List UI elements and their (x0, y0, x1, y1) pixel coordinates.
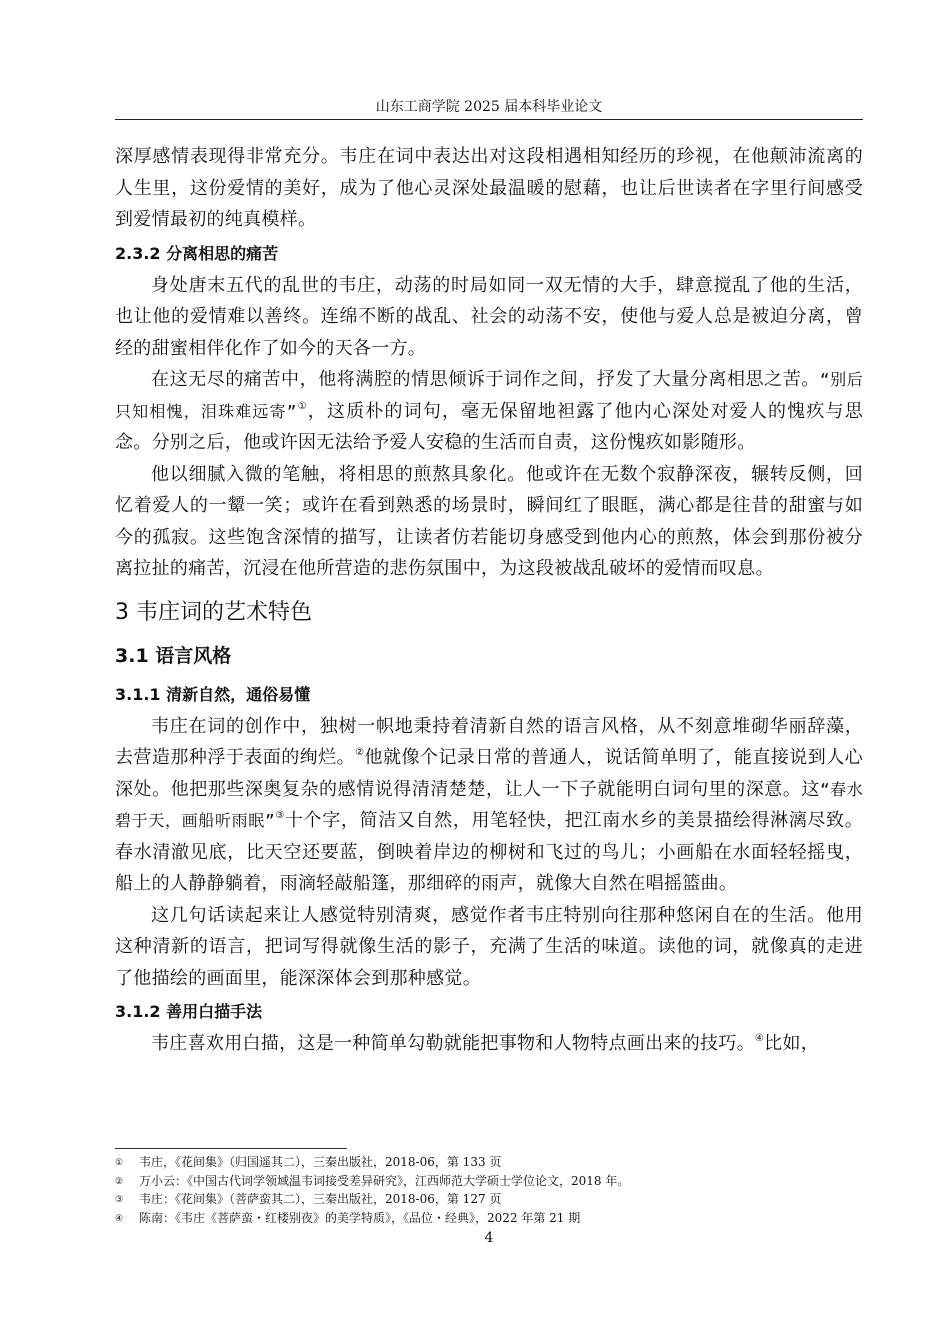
footnote-ref[interactable]: ③ (274, 810, 285, 821)
chapter-heading-3: 3 韦庄词的艺术特色 (115, 599, 312, 625)
footnote-text: 万小云：《中国古代词学领域温韦词接受差异研究》，江西师范大学硕士学位论文，2018 年。 (139, 1173, 630, 1188)
footnote-mark: ① (115, 1158, 124, 1168)
footnote-ref[interactable]: ① (296, 400, 308, 412)
paragraph-continued: 深厚感情表现得非常充分。韦庄在词中表达出对这段相遇相知经历的珍视，在他颠沛流离的人生里，这份爱情的美好，成为了他心灵深处最温暖的慰藉，也让后世读者在字里行间感受到爱情最初的纯真模样。 (115, 146, 863, 230)
paragraph: 身处唐末五代的乱世的韦庄，动荡的时局如同一双无情的大手，肆意搅乱了他的生活，也让他的爱情难以善终。连绵不断的战乱、社会的动荡不安，使他与爱人总是被迫分离，曾经的甜蜜相伴化作了如今的天各一方。 (115, 274, 863, 359)
paragraph-text: 韦庄喜欢用白描，这是一种简单勾勒就能把事物和人物特点画出来的技巧。 (151, 1033, 755, 1054)
poem-quote: “春水碧于天，画船听雨眠” (115, 779, 863, 830)
subsection-heading-3-1-1: 3.1.1 清新自然，通俗易懂 (115, 684, 311, 704)
footnote-text: 陈南：《韦庄《菩萨蛮・红楼别夜》的美学特质》，《品位・经典》，2022 年第 21 期 (139, 1210, 581, 1225)
footnote-divider (115, 1148, 347, 1149)
paragraph (115, 711, 863, 900)
poem-quote: “别后只知相愧，泪珠难远寄” (115, 370, 863, 421)
running-header: 山东工商学院 2025 届本科毕业论文 (375, 99, 603, 115)
paragraph-text: 他就像个记录日常的普通人，说话简单明了，能直接说到人心深处。他把那些深奥复杂的感情说得清清楚楚，让人一下子就能明白词句里的深意。这 (115, 747, 863, 800)
footnote-mark: ③ (115, 1195, 124, 1205)
paragraph-text: 十个字，简洁又自然，用笔轻快，把江南水乡的美景描绘得淋漓尽致。春水清澈见底，比天空还要蓝，倒映着岸边的柳树和飞过的鸟儿；小画船在水面轻轻摇曳，船上的人静静躺着，雨滴轻敲船篷，那细碎的雨声，就像大自然在唱摇篮曲。 (115, 810, 864, 894)
paragraph: 他以细腻入微的笔触，将相思的煎熬具象化。他或许在无数个寂静深夜，辗转反侧，回忆着爱人的一颦一笑；或许在看到熟悉的场景时，瞬间红了眼眶，满心都是往昔的甜蜜与如今的孤寂。这些饱含深情的描写，让读者仿若能切身感受到他内心的煎熬，体会到那份被分离拉扯的痛苦，沉浸在他所营造的悲伤氛围中，为这段被战乱破坏的爱情而叹息。 (115, 463, 863, 579)
footnote (115, 1210, 863, 1229)
section-heading-3-1: 3.1 语言风格 (115, 644, 232, 667)
paragraph-text: 在这无尽的痛苦中，他将满腔的情思倾诉于词作之间，抒发了大量分离相思之苦。 (151, 369, 820, 390)
footnote-mark: ④ (115, 1213, 124, 1224)
footnote (115, 1191, 863, 1210)
footnote-text: 韦庄，《花间集》（归国遥其二），三秦出版社，2018-06，第 133 页 (139, 1155, 502, 1169)
subsection-heading-3-1-2: 3.1.2 善用白描手法 (115, 1002, 263, 1021)
paragraph (115, 364, 863, 459)
page-body (115, 141, 863, 1060)
footnotes (115, 1154, 863, 1228)
footnote-ref[interactable]: ② (355, 747, 365, 758)
footnote-text: 韦庄：《花间集》（菩萨蛮其二），三秦出版社，2018-06，第 127 页 (139, 1192, 502, 1206)
footnote (115, 1154, 863, 1173)
subsection-heading-2-3-2: 2.3.2 分离相思的痛苦 (115, 243, 279, 263)
paragraph-text: 比如， (764, 1033, 820, 1054)
paragraph (115, 1028, 863, 1060)
footnote-ref[interactable]: ④ (754, 1033, 765, 1044)
page-number: 4 (484, 1230, 494, 1246)
header-divider (115, 119, 863, 120)
paragraph: 这几句话读起来让人感觉特别清爽，感觉作者韦庄特别向往那种悠闲自在的生活。他用这种清新的语言，把词写得就像生活的影子，充满了生活的味道。读他的词，就像真的走进了他描绘的画面里，能深深体会到那种感觉。 (115, 904, 863, 989)
paragraph-text: ，这质朴的词句，毫无保留地袒露了他内心深处对爱人的愧疚与思念。分别之后，他或许因无法给予爱人安稳的生活而自责，这份愧疚如影随形。 (115, 400, 864, 453)
footnote (115, 1173, 863, 1192)
paragraph-text: 韦庄在词的创作中，独树一帜地秉持着清新自然的语言风格，从不刻意堆砌华丽辞藻，去营造那种浮于表面的绚烂。 (115, 715, 863, 768)
footnote-mark: ② (115, 1176, 124, 1187)
